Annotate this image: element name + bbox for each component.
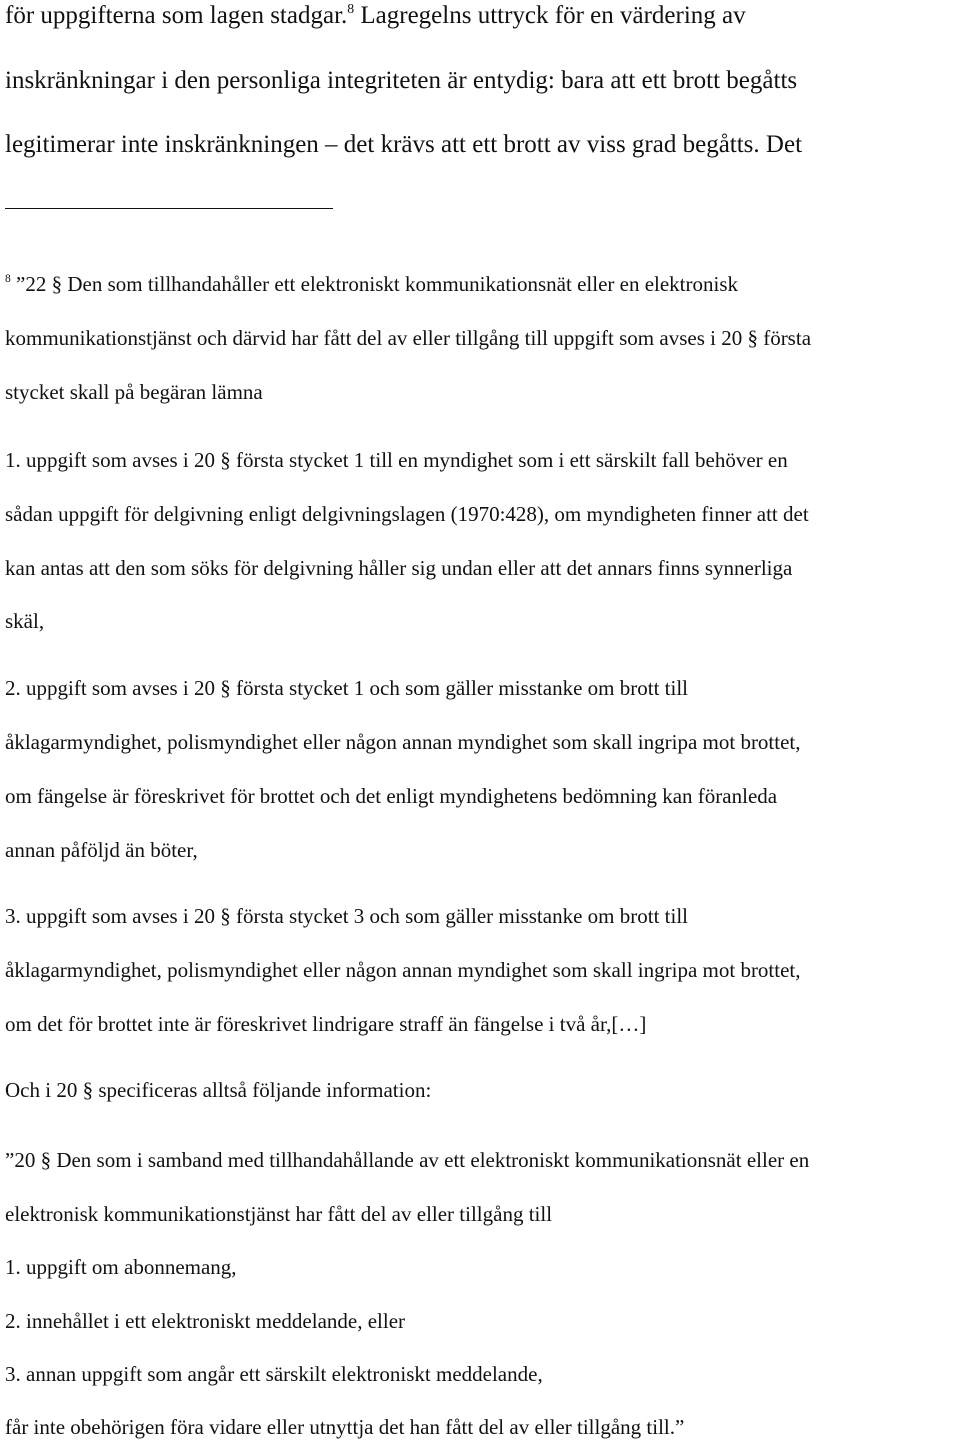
footnote-line-19: 2. innehållet i ett elektroniskt meddelande, eller <box>5 1309 406 1333</box>
footnote-line-2: kommunikationstjänst och därvid har fått del av eller tillgång till uppgift som avses i 20 § första <box>5 326 812 350</box>
body-line-2: inskränkningar i den personliga integriteten är entydig: bara att ett brott begåtts <box>5 67 798 94</box>
footnote-line-12: 3. uppgift som avses i 20 § första stycket 3 och som gäller misstanke om brott till <box>5 904 688 928</box>
footnote-line-20: 3. annan uppgift som angår ett särskilt elektroniskt meddelande, <box>5 1362 543 1386</box>
footnote-line-1-text: ”22 § Den som tillhandahåller ett elektroniskt kommunikationsnät eller en elektronisk <box>16 272 739 296</box>
footnote-line-8: 2. uppgift som avses i 20 § första stycket 1 och som gäller misstanke om brott till <box>5 676 688 700</box>
body-line-1-continuation: Lagregelns uttryck för en värdering av <box>354 2 746 29</box>
body-line-1-text: för uppgifterna som lagen stadgar. <box>5 2 348 29</box>
footnote-line-5: sådan uppgift för delgivning enligt delgivningslagen (1970:428), om myndigheten finner att det <box>5 502 809 526</box>
footnote-line-3: stycket skall på begäran lämna <box>5 380 263 404</box>
footnote-line-13: åklagarmyndighet, polismyndighet eller någon annan myndighet som skall ingripa mot brottet, <box>5 958 801 982</box>
footnote-line-21: får inte obehörigen föra vidare eller utnyttja det han fått del av eller tillgång till.” <box>5 1415 685 1439</box>
footnote-line-6: kan antas att den som söks för delgivning håller sig undan eller att det annars finns synnerliga <box>5 556 793 580</box>
footnote-line-7: skäl, <box>5 609 45 633</box>
footnote-line-1 <box>5 274 738 295</box>
footnote-reference: 8 <box>347 0 355 16</box>
footnote-number: 8 <box>5 273 11 286</box>
footnote-line-16: ”20 § Den som i samband med tillhandahållande av ett elektroniskt kommunikationsnät eller en <box>5 1148 810 1172</box>
footnote-line-14: om det för brottet inte är föreskrivet lindrigare straff än fängelse i två år,[…] <box>5 1012 647 1036</box>
footnote-line-9: åklagarmyndighet, polismyndighet eller någon annan myndighet som skall ingripa mot brottet, <box>5 730 801 754</box>
body-line-1 <box>5 0 746 29</box>
footnote-line-15: Och i 20 § specificeras alltså följande information: <box>5 1078 432 1102</box>
body-line-3: legitimerar inte inskränkningen – det krävs att ett brott av viss grad begåtts. Det <box>5 131 803 158</box>
footnote-line-11: annan påföljd än böter, <box>5 838 198 862</box>
footnote-line-10: om fängelse är föreskrivet för brottet och det enligt myndighetens bedömning kan föranleda <box>5 784 778 808</box>
footnote-line-4: 1. uppgift som avses i 20 § första stycket 1 till en myndighet som i ett särskilt fall behöver en <box>5 448 788 472</box>
footnote-line-17: elektronisk kommunikationstjänst har fått del av eller tillgång till <box>5 1202 553 1226</box>
footnote-line-18: 1. uppgift om abonnemang, <box>5 1255 237 1279</box>
footnote-separator <box>5 208 333 209</box>
